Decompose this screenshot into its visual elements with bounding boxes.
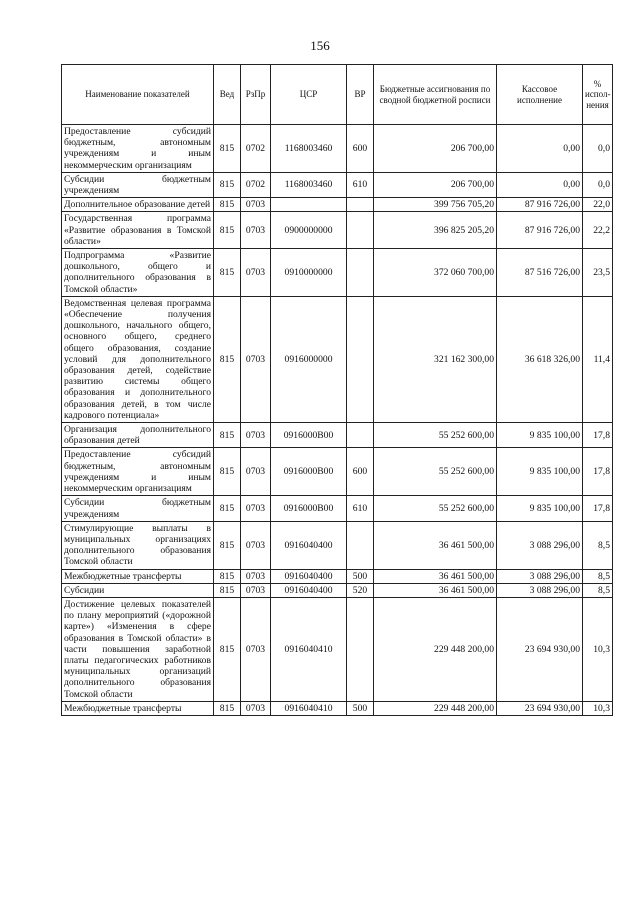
cell-cash-execution: 3 088 296,00 <box>497 569 583 583</box>
cell-target-article: 0916000В00 <box>271 448 347 496</box>
cell-target-article: 0916040400 <box>271 569 347 583</box>
header-execution-percent: % испол-нения <box>583 65 613 125</box>
cell-indicator-name: Достижение целевых показателей по плану мероприятий («дорожной карте») «Изменения в сфере образования в Томской области» в части повышения заработной платы педагогических работников муниципальных организаций дополнительного образования Томской области <box>62 597 214 701</box>
cell-section: 0703 <box>241 198 271 212</box>
cell-budget-allocation: 372 060 700,00 <box>374 249 497 297</box>
cell-department: 815 <box>214 496 241 521</box>
cell-expense-type: 600 <box>347 448 374 496</box>
cell-expense-type: 520 <box>347 583 374 597</box>
cell-budget-allocation: 55 252 600,00 <box>374 423 497 448</box>
cell-indicator-name: Субсидии бюджетным учреждениям <box>62 172 214 197</box>
cell-section: 0703 <box>241 521 271 569</box>
cell-department: 815 <box>214 249 241 297</box>
cell-target-article: 0910000000 <box>271 249 347 297</box>
table-header-row <box>62 65 613 125</box>
header-target-article: ЦСР <box>271 65 347 125</box>
cell-cash-execution: 23 694 930,00 <box>497 701 583 715</box>
cell-execution-percent: 10,3 <box>583 701 613 715</box>
table-row <box>62 521 613 569</box>
cell-indicator-name: Подпрограмма «Развитие дошкольного, общего и дополнительного образования в Томской области» <box>62 249 214 297</box>
cell-budget-allocation: 396 825 205,20 <box>374 212 497 249</box>
cell-cash-execution: 23 694 930,00 <box>497 597 583 701</box>
cell-budget-allocation: 55 252 600,00 <box>374 496 497 521</box>
cell-execution-percent: 17,8 <box>583 448 613 496</box>
cell-target-article: 1168003460 <box>271 172 347 197</box>
cell-department: 815 <box>214 423 241 448</box>
cell-indicator-name: Организация дополнительного образования детей <box>62 423 214 448</box>
cell-budget-allocation: 321 162 300,00 <box>374 296 497 422</box>
table-row <box>62 597 613 701</box>
table-row <box>62 569 613 583</box>
cell-department: 815 <box>214 296 241 422</box>
cell-execution-percent: 0,0 <box>583 172 613 197</box>
cell-indicator-name: Межбюджетные трансферты <box>62 569 214 583</box>
cell-budget-allocation: 36 461 500,00 <box>374 569 497 583</box>
table-row <box>62 496 613 521</box>
cell-cash-execution: 87 916 726,00 <box>497 212 583 249</box>
cell-target-article <box>271 198 347 212</box>
table-row <box>62 198 613 212</box>
cell-department: 815 <box>214 701 241 715</box>
table-row <box>62 701 613 715</box>
table-row <box>62 448 613 496</box>
cell-budget-allocation: 36 461 500,00 <box>374 521 497 569</box>
cell-expense-type: 600 <box>347 125 374 173</box>
table-row <box>62 296 613 422</box>
cell-indicator-name: Субсидии <box>62 583 214 597</box>
cell-expense-type <box>347 423 374 448</box>
cell-section: 0702 <box>241 125 271 173</box>
cell-execution-percent: 17,8 <box>583 423 613 448</box>
header-indicator-name: Наименование показателей <box>62 65 214 125</box>
cell-section: 0703 <box>241 296 271 422</box>
cell-expense-type: 610 <box>347 172 374 197</box>
cell-budget-allocation: 399 756 705,20 <box>374 198 497 212</box>
cell-indicator-name: Ведомственная целевая программа «Обеспечение получения дошкольного, начального общего, основного общего, среднего общего образования, создание условий для дополнительного образования детей, содействие развитию системы общего образования и дополнительного образования детей, в том числе кадрового потенциала» <box>62 296 214 422</box>
cell-target-article: 1168003460 <box>271 125 347 173</box>
cell-target-article: 0916040410 <box>271 701 347 715</box>
cell-execution-percent: 8,5 <box>583 521 613 569</box>
cell-target-article: 0916040400 <box>271 583 347 597</box>
cell-section: 0703 <box>241 496 271 521</box>
cell-target-article: 0916000В00 <box>271 496 347 521</box>
cell-indicator-name: Государственная программа «Развитие образования в Томской области» <box>62 212 214 249</box>
header-cash-execution: Кассовое исполнение <box>497 65 583 125</box>
cell-budget-allocation: 36 461 500,00 <box>374 583 497 597</box>
cell-indicator-name: Субсидии бюджетным учреждениям <box>62 496 214 521</box>
cell-cash-execution: 9 835 100,00 <box>497 448 583 496</box>
cell-expense-type: 610 <box>347 496 374 521</box>
table-row <box>62 212 613 249</box>
cell-execution-percent: 22,2 <box>583 212 613 249</box>
cell-indicator-name: Предоставление субсидий бюджетным, автономным учреждениям и иным некоммерческим организациям <box>62 125 214 173</box>
cell-cash-execution: 3 088 296,00 <box>497 583 583 597</box>
cell-cash-execution: 87 916 726,00 <box>497 198 583 212</box>
cell-target-article: 0916040400 <box>271 521 347 569</box>
cell-section: 0703 <box>241 597 271 701</box>
cell-cash-execution: 9 835 100,00 <box>497 423 583 448</box>
cell-section: 0703 <box>241 569 271 583</box>
table-row <box>62 172 613 197</box>
cell-section: 0703 <box>241 423 271 448</box>
cell-expense-type <box>347 249 374 297</box>
cell-expense-type <box>347 521 374 569</box>
cell-budget-allocation: 55 252 600,00 <box>374 448 497 496</box>
cell-section: 0703 <box>241 249 271 297</box>
cell-target-article: 0916000В00 <box>271 423 347 448</box>
cell-department: 815 <box>214 597 241 701</box>
cell-cash-execution: 3 088 296,00 <box>497 521 583 569</box>
cell-execution-percent: 8,5 <box>583 583 613 597</box>
cell-department: 815 <box>214 198 241 212</box>
cell-department: 815 <box>214 212 241 249</box>
cell-execution-percent: 22,0 <box>583 198 613 212</box>
table-row <box>62 423 613 448</box>
cell-section: 0703 <box>241 448 271 496</box>
cell-execution-percent: 11,4 <box>583 296 613 422</box>
header-section: РзПр <box>241 65 271 125</box>
cell-execution-percent: 10,3 <box>583 597 613 701</box>
cell-department: 815 <box>214 569 241 583</box>
cell-execution-percent: 17,8 <box>583 496 613 521</box>
page-number: 156 <box>310 38 330 53</box>
cell-section: 0703 <box>241 212 271 249</box>
cell-expense-type: 500 <box>347 569 374 583</box>
cell-indicator-name: Предоставление субсидий бюджетным, автономным учреждениям и иным некоммерческим организациям <box>62 448 214 496</box>
table-row <box>62 249 613 297</box>
cell-expense-type <box>347 198 374 212</box>
cell-cash-execution: 87 516 726,00 <box>497 249 583 297</box>
cell-budget-allocation: 229 448 200,00 <box>374 701 497 715</box>
cell-budget-allocation: 229 448 200,00 <box>374 597 497 701</box>
cell-target-article: 0900000000 <box>271 212 347 249</box>
cell-budget-allocation: 206 700,00 <box>374 125 497 173</box>
cell-execution-percent: 8,5 <box>583 569 613 583</box>
header-department: Вед <box>214 65 241 125</box>
table-row <box>62 583 613 597</box>
cell-department: 815 <box>214 448 241 496</box>
cell-indicator-name: Дополнительное образование детей <box>62 198 214 212</box>
budget-execution-table <box>61 64 613 716</box>
cell-section: 0703 <box>241 701 271 715</box>
cell-cash-execution: 0,00 <box>497 125 583 173</box>
cell-expense-type <box>347 296 374 422</box>
cell-cash-execution: 36 618 326,00 <box>497 296 583 422</box>
header-expense-type: ВР <box>347 65 374 125</box>
cell-department: 815 <box>214 583 241 597</box>
cell-expense-type <box>347 212 374 249</box>
cell-execution-percent: 0,0 <box>583 125 613 173</box>
header-budget-allocations: Бюджетные ассигнования по сводной бюджетной росписи <box>374 65 497 125</box>
cell-budget-allocation: 206 700,00 <box>374 172 497 197</box>
cell-expense-type: 500 <box>347 701 374 715</box>
cell-target-article: 0916000000 <box>271 296 347 422</box>
table-row <box>62 125 613 173</box>
cell-department: 815 <box>214 521 241 569</box>
cell-expense-type <box>347 597 374 701</box>
cell-indicator-name: Межбюджетные трансферты <box>62 701 214 715</box>
cell-section: 0703 <box>241 583 271 597</box>
cell-cash-execution: 0,00 <box>497 172 583 197</box>
cell-department: 815 <box>214 125 241 173</box>
cell-indicator-name: Стимулирующие выплаты в муниципальных организациях дополнительного образования Томской области <box>62 521 214 569</box>
cell-section: 0702 <box>241 172 271 197</box>
table-body <box>62 125 613 716</box>
cell-target-article: 0916040410 <box>271 597 347 701</box>
cell-department: 815 <box>214 172 241 197</box>
cell-execution-percent: 23,5 <box>583 249 613 297</box>
cell-cash-execution: 9 835 100,00 <box>497 496 583 521</box>
